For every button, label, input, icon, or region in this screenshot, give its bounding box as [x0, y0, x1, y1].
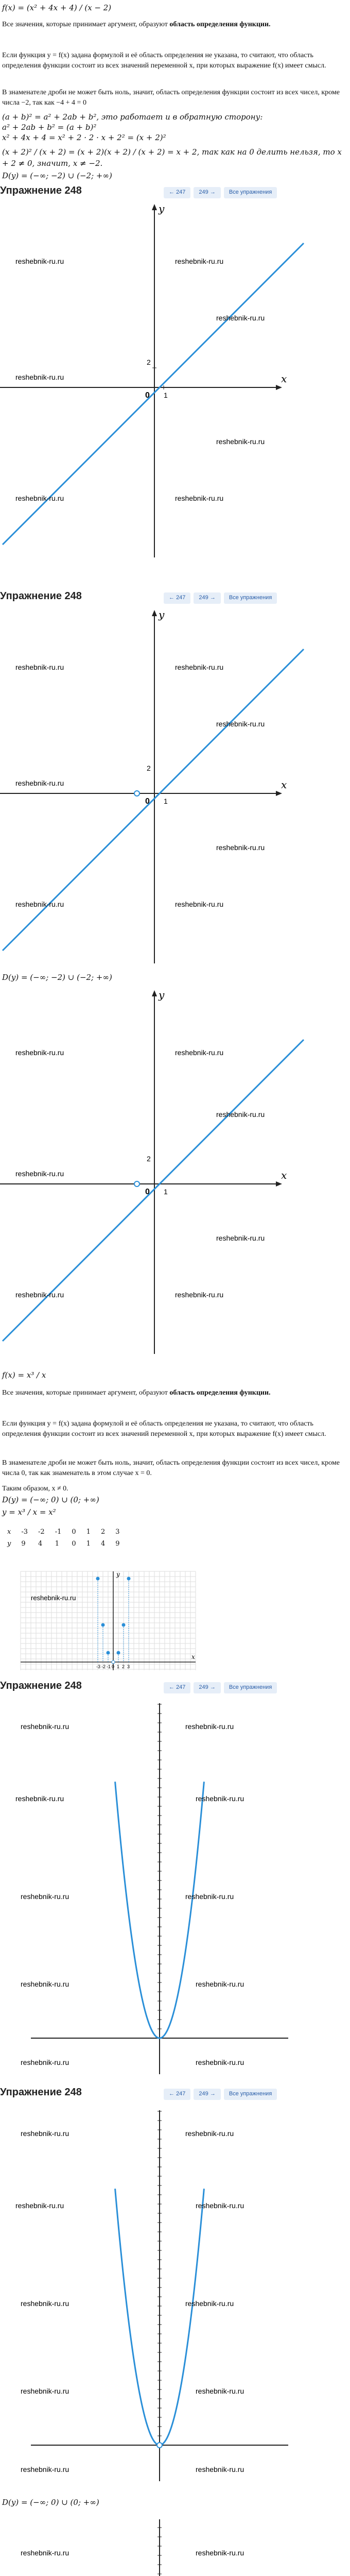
table-cell: -3 — [21, 1528, 28, 1536]
thus-b: Таким образом, x ≠ 0. — [2, 1485, 68, 1493]
tick-label-1: 1 — [164, 1188, 168, 1196]
prev-exercise-button[interactable] — [164, 2089, 190, 2100]
prev-number: 247 — [176, 1684, 186, 1690]
arrow-left-icon: ← — [169, 189, 174, 195]
table-cell: 1 — [55, 1540, 59, 1548]
graph-line-1 — [0, 202, 350, 563]
all-exercises-button[interactable]: Все упражнения — [224, 592, 277, 604]
watermark: reshebnik-ru.ru — [21, 2058, 69, 2066]
watermark: reshebnik-ru.ru — [185, 2299, 234, 2308]
y-axis-label: y — [159, 989, 165, 1001]
y-axis-arrow — [152, 990, 157, 996]
table-cell: -2 — [38, 1528, 45, 1536]
watermark: reshebnik-ru.ru — [175, 900, 224, 908]
watermark: reshebnik-ru.ru — [15, 779, 64, 787]
watermark: reshebnik-ru.ru — [175, 1048, 224, 1057]
watermark: reshebnik-ru.ru — [175, 494, 224, 502]
watermark: reshebnik-ru.ru — [196, 2201, 244, 2210]
table-row-x — [2, 1526, 125, 1538]
arrow-right-icon: → — [209, 595, 216, 601]
simplification-b: y = x³ / x = x² — [2, 1507, 56, 1517]
watermark: reshebnik-ru.ru — [15, 1794, 64, 1803]
watermark: reshebnik-ru.ru — [216, 314, 265, 322]
y-axis-label: y — [116, 1571, 120, 1578]
next-number: 249 — [199, 595, 208, 601]
watermark: reshebnik-ru.ru — [196, 1980, 244, 1988]
table-row-y — [2, 1538, 125, 1550]
exercise-nav-1 — [0, 183, 350, 201]
watermark: reshebnik-ru.ru — [196, 2549, 244, 2557]
watermark: reshebnik-ru.ru — [21, 1722, 69, 1731]
watermark: reshebnik-ru.ru — [175, 663, 224, 671]
x-tick-label: 0 — [112, 1664, 115, 1669]
watermark: reshebnik-ru.ru — [21, 1892, 69, 1901]
tick-label-2: 2 — [147, 358, 151, 366]
watermark: reshebnik-ru.ru — [196, 1794, 244, 1803]
watermark: reshebnik-ru.ru — [21, 2387, 69, 2395]
table-cell: 0 — [72, 1540, 76, 1548]
table-cell: 1 — [86, 1540, 91, 1548]
all-exercises-button[interactable]: Все упражнения — [224, 187, 277, 198]
paragraph-rule-b: Если функция y = f(x) задана формулой и её область определения не указана, то считают, что область определения функции состоит из всех значений переменной x, при которых выражение f(x) имеет смысл. — [2, 1420, 326, 1438]
x-tick-label: 2 — [122, 1664, 125, 1669]
watermark: reshebnik-ru.ru — [196, 2465, 244, 2473]
graph-parabola-2 — [0, 2105, 350, 2486]
tick-label-1: 1 — [164, 797, 168, 805]
identity-2: a² + 2ab + b² = (a + b)² — [2, 123, 97, 132]
excluded-point — [157, 2443, 162, 2448]
excluded-point — [134, 791, 139, 796]
paragraph-definition-a — [2, 20, 347, 30]
points-graph — [0, 1569, 350, 1672]
x-axis-label: x — [281, 1169, 287, 1181]
formula-a: f(x) = (x² + 4x + 4) / (x − 2) — [2, 3, 112, 12]
x-tick-label: 1 — [117, 1664, 120, 1669]
all-exercises-button[interactable]: Все упражнения — [224, 1682, 277, 1693]
table-cell: 9 — [115, 1540, 120, 1548]
arrow-right-icon: → — [209, 1684, 216, 1690]
watermark: reshebnik-ru.ru — [15, 663, 64, 671]
value-table — [2, 1526, 125, 1550]
table-cell: 0 — [72, 1528, 76, 1536]
exercise-nav-4 — [0, 2084, 350, 2103]
arrow-right-icon: → — [209, 189, 216, 195]
formula-b: f(x) = x³ / x — [2, 1370, 46, 1380]
watermark: reshebnik-ru.ru — [15, 2201, 64, 2210]
watermark: reshebnik-ru.ru — [196, 2058, 244, 2066]
watermark: reshebnik-ru.ru — [15, 1291, 64, 1299]
watermark: reshebnik-ru.ru — [21, 2129, 69, 2138]
x-axis-label: x — [191, 1653, 195, 1660]
y-axis-label: y — [159, 202, 165, 215]
table-cell: -1 — [55, 1528, 62, 1536]
y-axis-label: y — [159, 608, 165, 621]
watermark: reshebnik-ru.ru — [175, 257, 224, 265]
exercise-title: Упражнение 248 — [0, 2087, 82, 2098]
paragraph-denominator-a: В знаменателе дроби не может быть ноль, значит, область определения функции состоит из всех чисел, кроме числа −2, так как −4 + 4 = 0 — [2, 89, 340, 107]
table-header-y: y — [7, 1540, 11, 1548]
table-cell: 4 — [38, 1540, 43, 1548]
next-number: 249 — [199, 1684, 208, 1690]
paragraph-denominator-b: В знаменателе дроби не может быть ноль, значит, область определения функции состоит из всех чисел, кроме числа 0, так как знаменатель в этом случае x = 0. — [2, 1459, 340, 1477]
watermark: reshebnik-ru.ru — [15, 494, 64, 502]
watermark: reshebnik-ru.ru — [196, 2387, 244, 2395]
prev-exercise-button[interactable] — [164, 1682, 190, 1693]
watermark: reshebnik-ru.ru — [15, 1170, 64, 1178]
prev-number: 247 — [176, 595, 186, 601]
table-header-x: x — [7, 1528, 11, 1536]
watermark: reshebnik-ru.ru — [15, 373, 64, 381]
next-exercise-button[interactable] — [194, 2089, 220, 2100]
x-axis-arrow — [276, 1181, 282, 1187]
next-number: 249 — [199, 2091, 208, 2097]
y-axis-arrow — [152, 204, 157, 210]
domain-b-short: D(y) = (−∞; 0) ∪ (0; +∞) — [2, 1495, 99, 1504]
graph-line-2 — [0, 608, 350, 969]
next-exercise-button[interactable] — [194, 1682, 220, 1693]
x-axis-arrow — [276, 385, 282, 390]
exercise-nav-3 — [0, 1678, 350, 1697]
simplification-a: (x + 2)² / (x + 2) = (x + 2)(x + 2) / (x + 2) = x + 2, так как на 0 делить нельзя, то x + 2 ≠ 0, значит, x ≠ −2. — [2, 147, 342, 168]
x-tick-label: -1 — [107, 1664, 111, 1669]
x-tick-label: -2 — [101, 1664, 106, 1669]
excluded-point — [134, 1181, 139, 1187]
x-axis-arrow — [276, 791, 282, 796]
table-cell: 9 — [21, 1540, 26, 1548]
watermark: reshebnik-ru.ru — [15, 900, 64, 908]
table-cell: 2 — [100, 1528, 106, 1536]
x-axis-label: x — [281, 778, 287, 791]
exercise-title: Упражнение 248 — [0, 1680, 82, 1691]
arrow-left-icon: ← — [169, 2091, 174, 2097]
table-cell: 3 — [115, 1528, 120, 1536]
domain-a-top: D(y) = (−∞; −2) ∪ (−2; +∞) — [2, 171, 112, 180]
tick-label-2: 2 — [147, 1155, 151, 1163]
next-exercise-button[interactable] — [194, 187, 220, 198]
table-cell: 1 — [86, 1528, 91, 1536]
watermark: reshebnik-ru.ru — [21, 1980, 69, 1988]
y-axis-arrow — [152, 610, 157, 616]
all-exercises-button[interactable]: Все упражнения — [224, 2089, 277, 2100]
exercise-title: Упражнение 248 — [0, 590, 82, 602]
watermark: reshebnik-ru.ru — [15, 257, 64, 265]
watermark: reshebnik-ru.ru — [216, 843, 265, 852]
prev-exercise-button[interactable] — [164, 592, 190, 604]
next-number: 249 — [199, 189, 208, 195]
watermark: reshebnik-ru.ru — [216, 720, 265, 728]
table-cell: 4 — [100, 1540, 106, 1548]
x-tick-label: 3 — [127, 1664, 130, 1669]
watermark: reshebnik-ru.ru — [21, 2549, 69, 2557]
domain-a: D(y) = (−∞; −2) ∪ (−2; +∞) — [2, 973, 112, 982]
watermark: reshebnik-ru.ru — [21, 2465, 69, 2473]
origin-label: 0 — [145, 797, 150, 806]
identity-3: x² + 4x + 4 = x² + 2 · 2 · x + 2² = (x + 2)² — [2, 133, 166, 142]
exercise-nav-2 — [0, 588, 350, 607]
watermark: reshebnik-ru.ru — [175, 1291, 224, 1299]
definition-text: Все значения, которые принимает аргумент, образуют — [2, 1389, 168, 1397]
definition-text: Все значения, которые принимает аргумент, образуют — [2, 21, 168, 28]
definition-bold: область определения функции. — [169, 1389, 271, 1397]
tick-label-1: 1 — [164, 391, 168, 399]
origin-label: 0 — [145, 391, 150, 400]
watermark: reshebnik-ru.ru — [21, 2299, 69, 2308]
paragraph-rule-a: Если функция y = f(x) задана формулой и её область определения не указана, то считают, что область определения функции состоит из всех значений переменной x, при которых выражение f(x) имеет смысл. — [2, 52, 326, 70]
exercise-title: Упражнение 248 — [0, 185, 82, 196]
arrow-left-icon: ← — [169, 1684, 174, 1690]
graph-parabola-1 — [0, 1698, 350, 2079]
watermark: reshebnik-ru.ru — [185, 2129, 234, 2138]
graph-line-3 — [0, 988, 350, 1359]
prev-number: 247 — [176, 2091, 186, 2097]
origin-label: 0 — [145, 1188, 150, 1196]
next-exercise-button[interactable] — [194, 592, 220, 604]
paragraph-definition-b — [2, 1388, 347, 1398]
graph-parabola-3 — [0, 2514, 350, 2576]
arrow-left-icon: ← — [169, 595, 174, 601]
watermark: reshebnik-ru.ru — [216, 1234, 265, 1242]
watermark: reshebnik-ru.ru — [15, 1048, 64, 1057]
prev-number: 247 — [176, 189, 186, 195]
watermark: reshebnik-ru.ru — [185, 1722, 234, 1731]
watermark: reshebnik-ru.ru — [185, 1892, 234, 1901]
prev-exercise-button[interactable] — [164, 187, 190, 198]
x-axis-label: x — [281, 372, 287, 385]
arrow-right-icon: → — [209, 2091, 216, 2097]
x-tick-label: -3 — [96, 1664, 101, 1669]
tick-label-2: 2 — [147, 764, 151, 772]
watermark: reshebnik-ru.ru — [31, 1594, 76, 1602]
domain-b: D(y) = (−∞; 0) ∪ (0; +∞) — [2, 2498, 99, 2507]
watermark: reshebnik-ru.ru — [216, 437, 265, 446]
identity-1: (a + b)² = a² + 2ab + b², это работает и в обратную сторону: — [2, 112, 263, 122]
definition-bold: область определения функции. — [169, 21, 271, 28]
watermark: reshebnik-ru.ru — [216, 1110, 265, 1118]
